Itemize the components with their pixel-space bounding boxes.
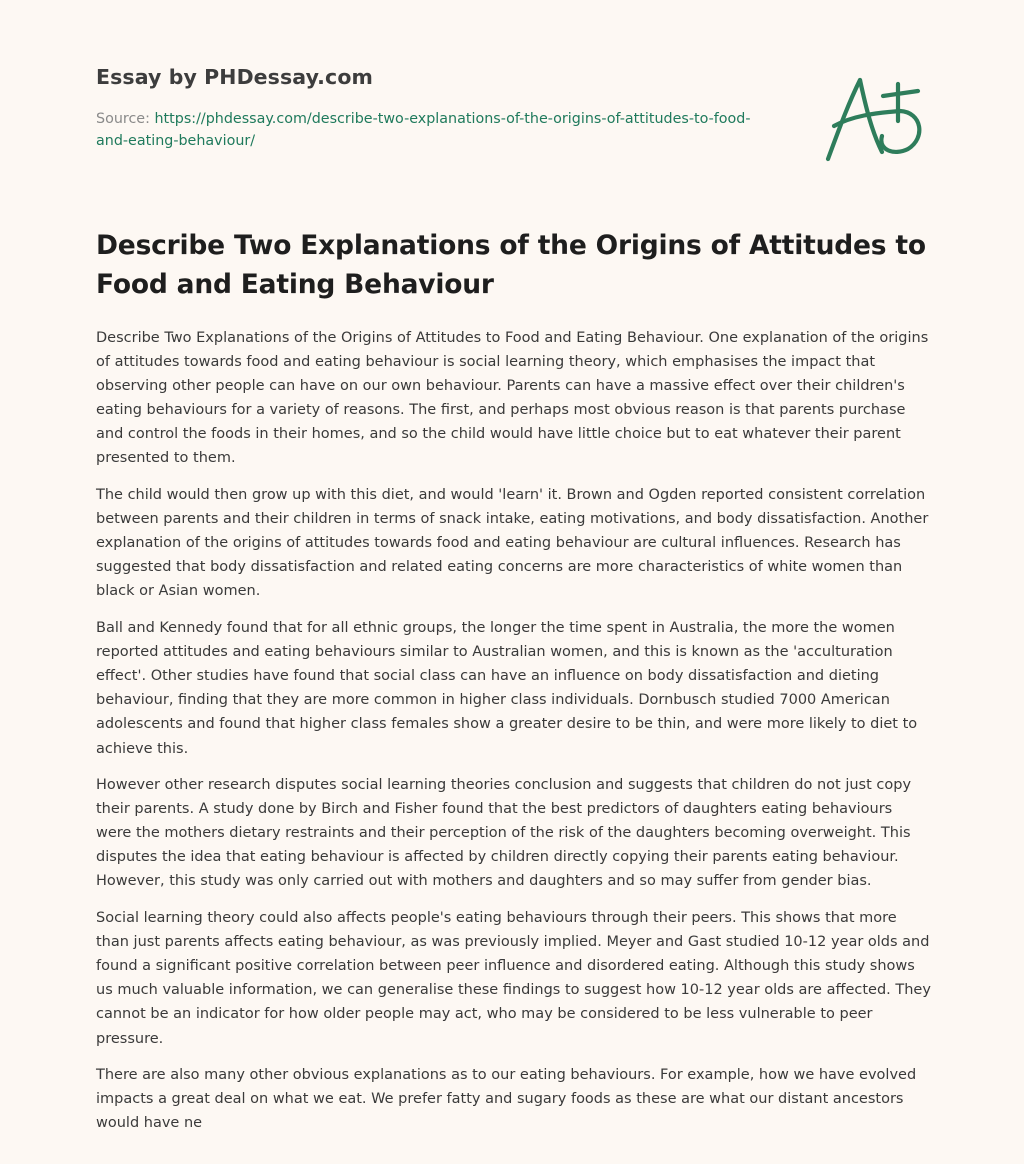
page-header	[96, 62, 796, 152]
essay-paragraph: Ball and Kennedy found that for all ethnic groups, the longer the time spent in Australia, the more the women reported attitudes and eating behaviours similar to Australian women, and this is known as the 'acculturation effect'. Other studies have found that social class can have an influence on body dissatisfaction and dieting behaviour, finding that they are more common in higher class individuals. Dornbusch studied 7000 American adolescents and found that higher class females show a greater desire to be thin, and were more likely to diet to achieve this.	[96, 620, 918, 757]
source-label: Source:	[96, 111, 155, 127]
essay-body	[96, 326, 932, 1148]
essay-paragraph: There are also many other obvious explanations as to our eating behaviours. For example, how we have evolved impacts a great deal on what we eat. We prefer fatty and sugary foods as these are what our distant ancestors would have ne	[96, 1067, 917, 1132]
essay-paragraph: Social learning theory could also affects people's eating behaviours through their peers. This shows that more than just parents affects eating behaviour, as was previously implied. Meyer and Gast studied 10-12 year olds and found a significant positive correlation between peer influence and disordered eating. Although this study shows us much valuable information, we can generalise these findings to suggest how 10-12 year olds are affected. They cannot be an indicator for how older people may act, who may be considered to be less vulnerable to peer pressure.	[96, 910, 931, 1047]
essay-title: Describe Two Explanations of the Origins of Attitudes to Food and Eating Behaviour	[96, 230, 926, 300]
essay-paragraph: Describe Two Explanations of the Origins of Attitudes to Food and Eating Behaviour. One explanation of the origins of attitudes towards food and eating behaviour is social learning theory, which emphasises the impact that observing other people can have on our own behaviour. Parents can have a massive effect over their children's eating behaviours for a variety of reasons. The first, and perhaps most obvious reason is that parents purchase and control the foods in their homes, and so the child would have little choice but to eat whatever their parent presented to them.	[96, 330, 929, 467]
site-brand: Essay by PHDessay.com	[96, 65, 373, 89]
essay-paragraph: However other research disputes social learning theories conclusion and suggests that children do not just copy their parents. A study done by Birch and Fisher found that the best predictors of daughters eating behaviours were the mothers dietary restraints and their perception of the risk of the daughters becoming overweight. This disputes the idea that eating behaviour is affected by children directly copying their parents eating behaviour. However, this study was only carried out with mothers and daughters and so may suffer from gender bias.	[96, 777, 912, 890]
source-link[interactable]: https://phdessay.com/describe-two-explanations-of-the-origins-of-attitudes-to-food-and-eating-behaviour/	[96, 111, 751, 149]
essay-paragraph: The child would then grow up with this diet, and would 'learn' it. Brown and Ogden reported consistent correlation between parents and their children in terms of snack intake, eating motivations, and body dissatisfaction. Another explanation of the origins of attitudes towards food and eating behaviour are cultural influences. Research has suggested that body dissatisfaction and related eating concerns are more characteristics of white women than black or Asian women.	[96, 487, 929, 600]
a-plus-grade-icon	[818, 66, 930, 166]
source-line	[96, 108, 776, 152]
